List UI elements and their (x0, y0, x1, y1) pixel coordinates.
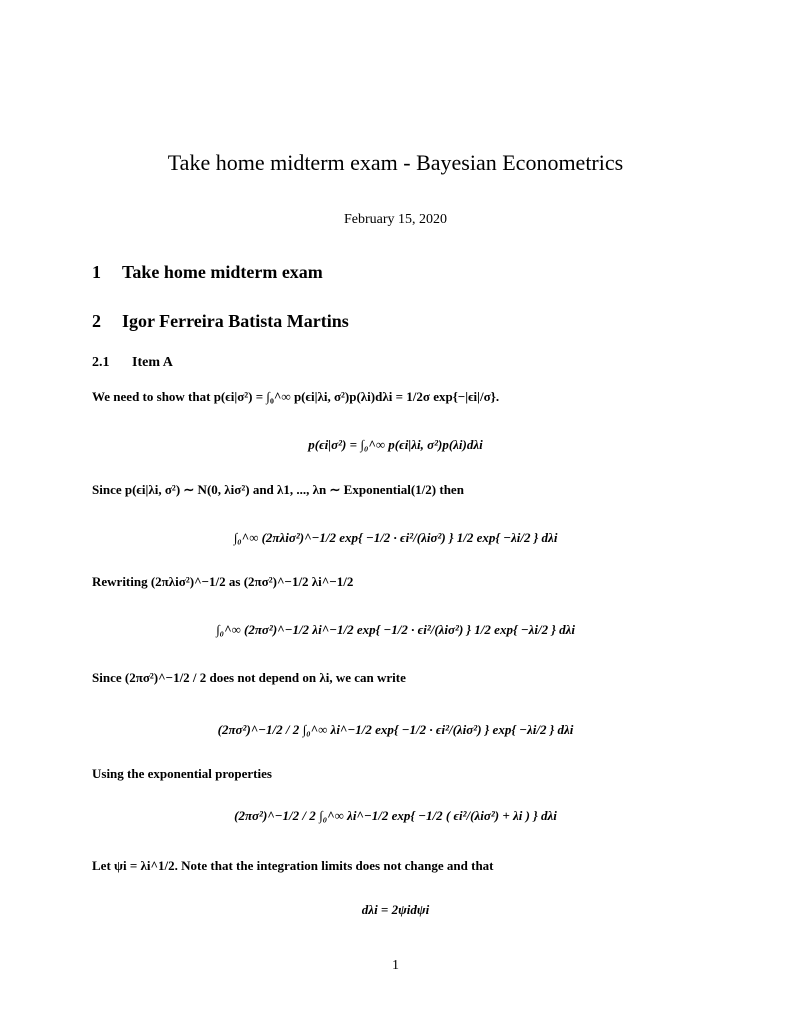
equation: (2πσ²)^−1/2 / 2 ∫₀^∞ λi^−1/2 exp{ −1/2 · ϵi²/(λiσ²) } exp{ −λi/2 } dλi (217, 722, 574, 737)
equation: dλi = 2ψidψi (361, 902, 430, 917)
section-title: Take home midterm exam (122, 262, 323, 282)
document-title: Take home midterm exam - Bayesian Econometrics (167, 150, 624, 175)
paragraph: Since p(ϵi|λi, σ²) ∼ N(0, λiσ²) and λ1, ..., λn ∼ Exponential(1/2) then (92, 482, 464, 497)
paragraph: Since (2πσ²)^−1/2 / 2 does not depend on λi, we can write (92, 670, 406, 685)
section-heading-1 (92, 262, 323, 283)
section-number: 2 (92, 311, 101, 331)
equation: (2πσ²)^−1/2 / 2 ∫₀^∞ λi^−1/2 exp{ −1/2 ( ϵi²/(λiσ²) + λi ) } dλi (234, 808, 557, 823)
subsection-number: 2.1 (92, 355, 110, 370)
subsection-heading (92, 355, 173, 371)
paragraph: Using the exponential properties (92, 766, 272, 781)
subsection-title: Item A (132, 355, 173, 370)
paragraph: We need to show that p(ϵi|σ²) = ∫₀^∞ p(ϵi|λi, σ²)p(λi)dλi = 1/2σ exp{−|ϵi|/σ}. (92, 389, 500, 404)
page-number: 1 (392, 958, 399, 973)
section-number: 1 (92, 262, 101, 282)
paragraph: Let ψi = λi^1/2. Note that the integration limits does not change and that (92, 858, 494, 873)
paragraph: Rewriting (2πλiσ²)^−1/2 as (2πσ²)^−1/2 λi^−1/2 (92, 574, 354, 589)
equation: ∫₀^∞ (2πσ²)^−1/2 λi^−1/2 exp{ −1/2 · ϵi²/(λiσ²) } 1/2 exp{ −λi/2 } dλi (215, 622, 575, 637)
section-heading-2 (92, 311, 349, 332)
equation: p(ϵi|σ²) = ∫₀^∞ p(ϵi|λi, σ²)p(λi)dλi (308, 437, 483, 452)
section-title: Igor Ferreira Batista Martins (122, 311, 349, 331)
equation: ∫₀^∞ (2πλiσ²)^−1/2 exp{ −1/2 · ϵi²/(λiσ²) } 1/2 exp{ −λi/2 } dλi (233, 530, 558, 545)
document-date: February 15, 2020 (343, 212, 448, 227)
